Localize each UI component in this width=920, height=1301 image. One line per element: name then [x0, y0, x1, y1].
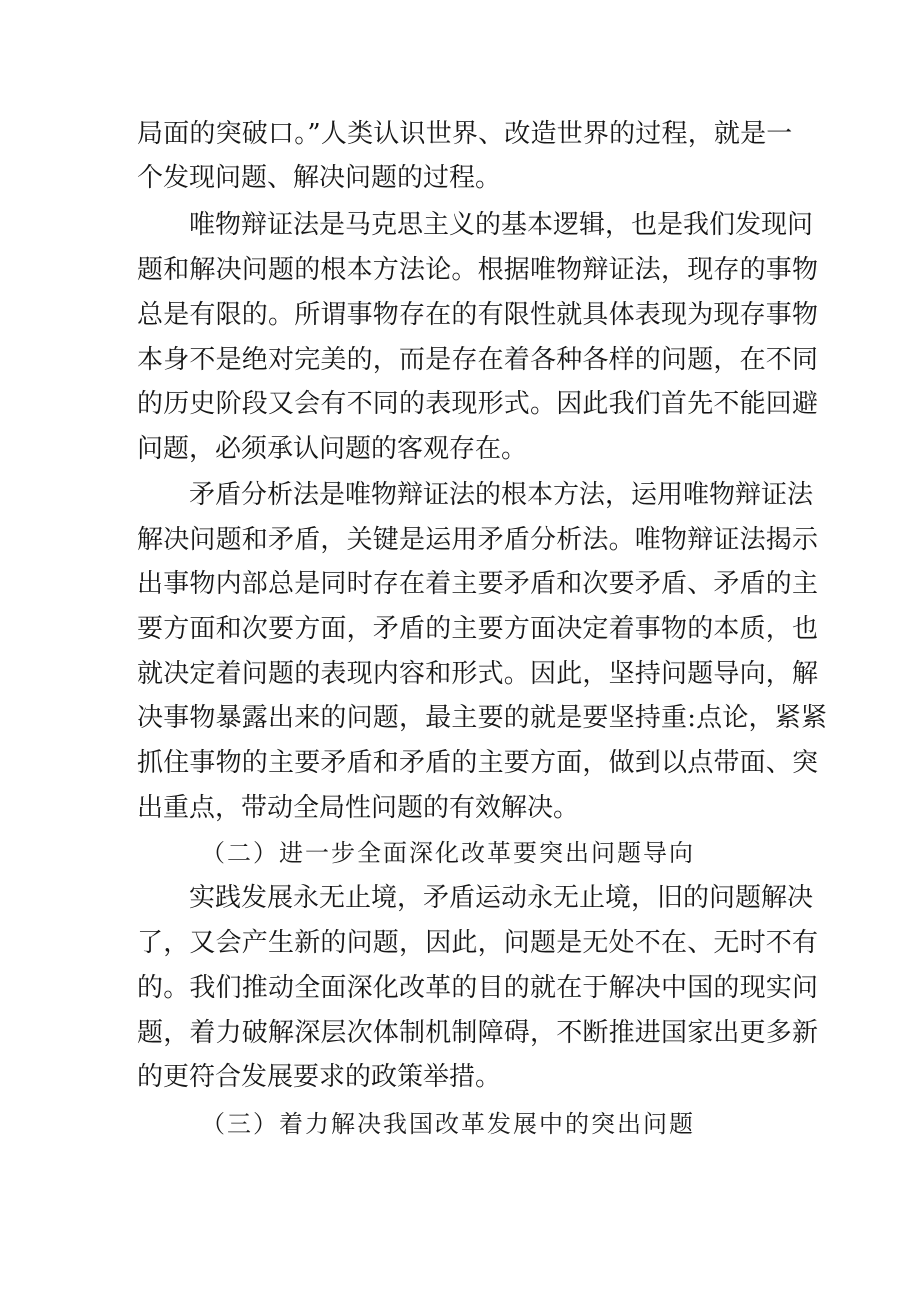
section-heading: （三）着力解决我国改革发展中的突出问题	[201, 1110, 695, 1138]
text-line: 局面的突破口。”人类认识世界、改造世界的过程，就是一	[137, 119, 793, 149]
text-line: 的历史阶段又会有不同的表现形式。因此我们首先不能回避	[137, 389, 819, 419]
text-line: 决事物暴露出来的问题，最主要的就是要坚持重:点论，紧紧	[137, 703, 828, 733]
text-line: 要方面和次要方面，矛盾的主要方面决定着事物的本质，也	[137, 614, 819, 644]
text-line: 个发现问题、解决问题的过程。	[137, 163, 502, 193]
text-line: 总是有限的。所谓事物存在的有限性就具体表现为现存事物	[137, 300, 819, 330]
text-line: 出重点，带动全局性问题的有效解决。	[137, 793, 580, 823]
text-line: 了，又会产生新的问题，因此，问题是无处不在、无时不有	[137, 928, 819, 958]
text-line: 题，着力破解深层次体制机制障碍，不断推进国家出更多新	[137, 1018, 819, 1048]
text-line: 本身不是绝对完美的，而是存在着各种各样的问题，在不同	[137, 345, 819, 375]
text-line: 出事物内部总是同时存在着主要矛盾和次要矛盾、矛盾的主	[137, 569, 819, 599]
text-line: 题和解决问题的根本方法论。根据唯物辩证法，现存的事物	[137, 255, 819, 285]
text-line: 问题，必须承认问题的客观存在。	[137, 434, 528, 464]
paragraph-start-line: 实践发展永无止境，矛盾运动永无止境，旧的问题解决	[189, 883, 814, 913]
text-line: 的更符合发展要求的政策举措。	[137, 1062, 502, 1092]
paragraph-start-line: 矛盾分析法是唯物辩证法的根本方法，运用唯物辩证法	[189, 480, 814, 510]
paragraph-start-line: 唯物辩证法是马克思主义的基本逻辑，也是我们发现问	[189, 210, 814, 240]
text-line: 解决问题和矛盾，关键是运用矛盾分析法。唯物辩证法揭示	[137, 525, 819, 555]
section-heading: （二）进一步全面深化改革要突出问题导向	[201, 839, 695, 867]
text-line: 就决定着问题的表现内容和形式。因此，坚持问题导向，解	[137, 659, 819, 689]
text-line: 抓住事物的主要矛盾和矛盾的主要方面，做到以点带面、突	[137, 748, 819, 778]
text-line: 的。我们推动全面深化改革的目的就在于解决中国的现实问	[137, 973, 819, 1003]
